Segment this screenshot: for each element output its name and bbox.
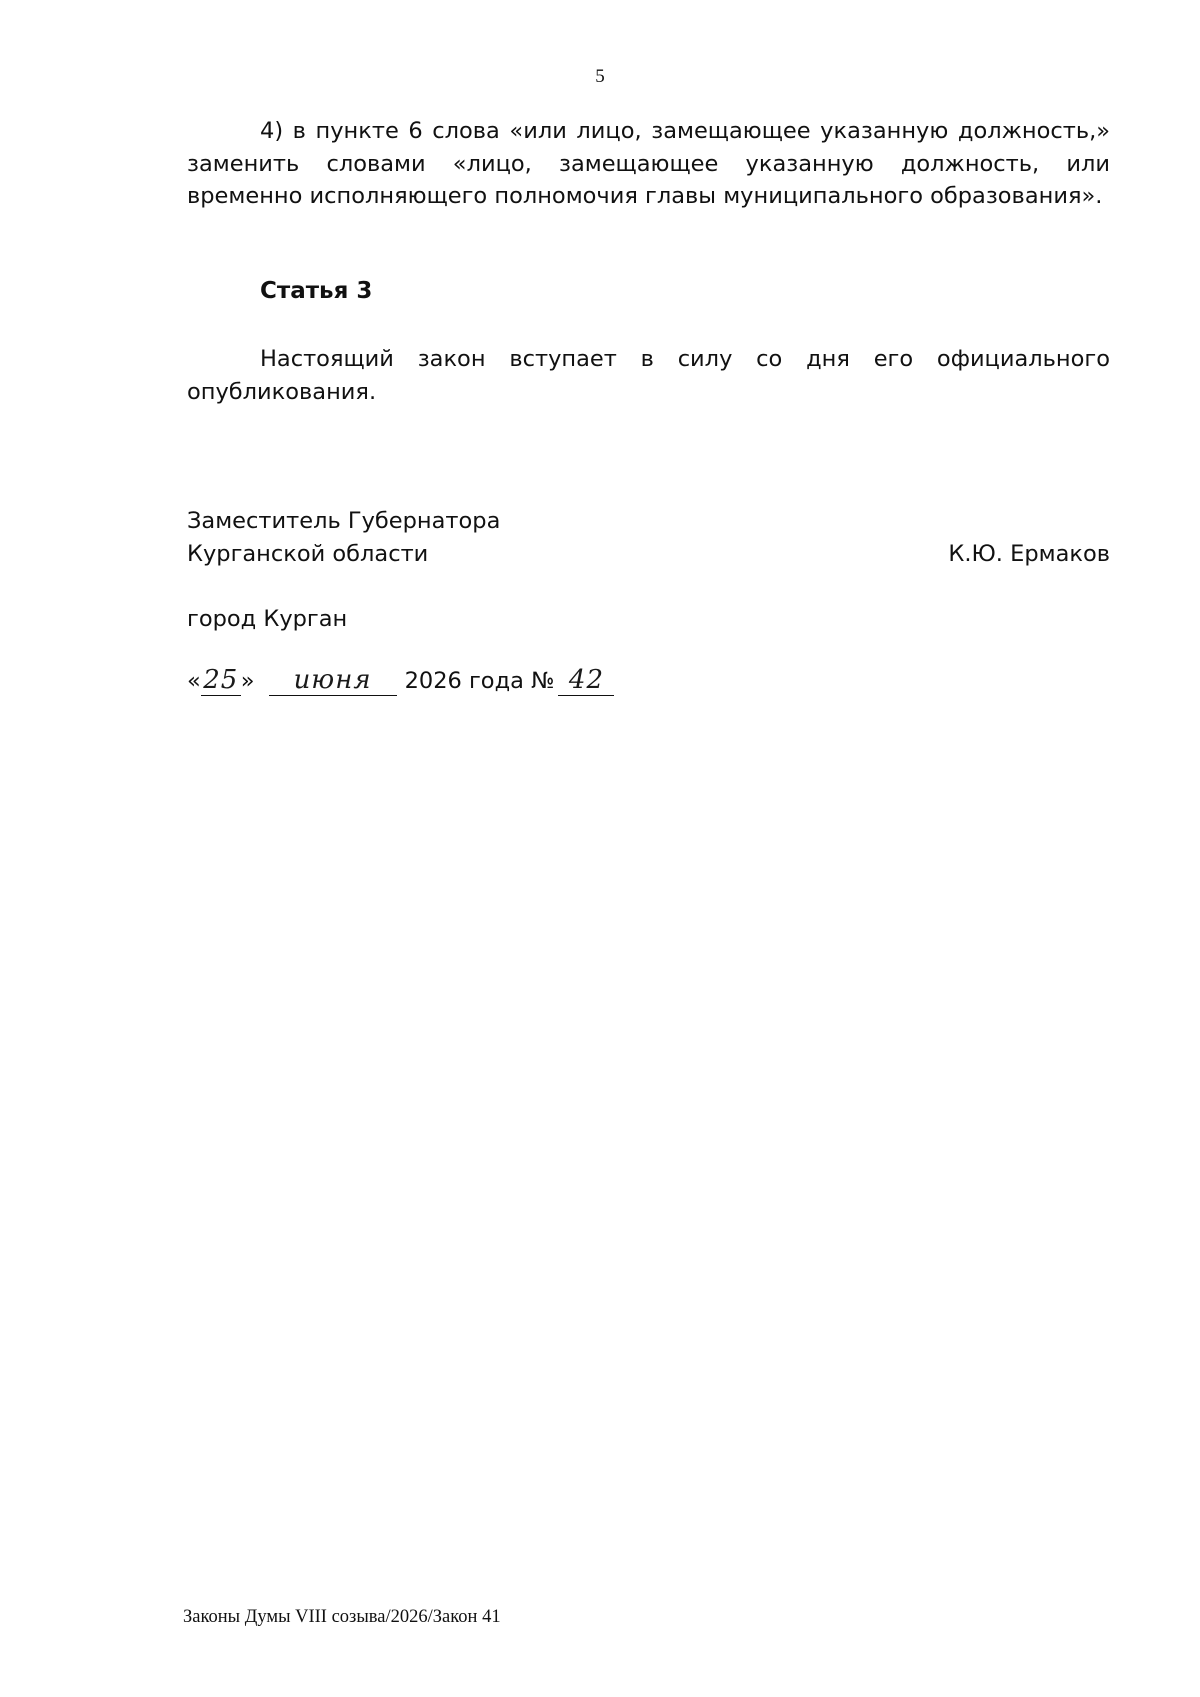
- document-footer: Законы Думы VIII созыва/2026/Закон 41: [183, 1607, 501, 1627]
- paragraph-entry-into-force: Настоящий закон вступает в силу со дня его официального опубликования.: [187, 346, 1110, 405]
- date-month-handwritten: июня: [293, 665, 372, 695]
- date-line: [187, 665, 614, 698]
- signatory-name: К.Ю. Ермаков: [948, 541, 1110, 567]
- law-number-field: [558, 667, 614, 696]
- date-close-quote: »: [240, 668, 255, 694]
- article-heading: Статья 3: [260, 278, 373, 304]
- signatory-position: [187, 505, 500, 571]
- signatory-position-line-1: Заместитель Губернатора: [187, 508, 501, 534]
- date-year-text: 2026 года №: [404, 668, 555, 694]
- date-month-field: [269, 667, 397, 696]
- page-number: 5: [595, 66, 605, 87]
- signatory-position-line-2: Курганской области: [187, 541, 429, 567]
- date-day-handwritten: 25: [203, 665, 239, 695]
- date-day-field: [201, 667, 241, 696]
- law-number-handwritten: 42: [568, 665, 605, 695]
- date-open-quote: «: [187, 668, 201, 694]
- paragraph-amendment: 4) в пункте 6 слова «или лицо, замещающее указанную должность,» заменить словами «лицо, замещающее указанную должность, или временно исполняющего полномочия главы муниципального образования».: [187, 118, 1110, 209]
- city-line: город Курган: [187, 606, 348, 632]
